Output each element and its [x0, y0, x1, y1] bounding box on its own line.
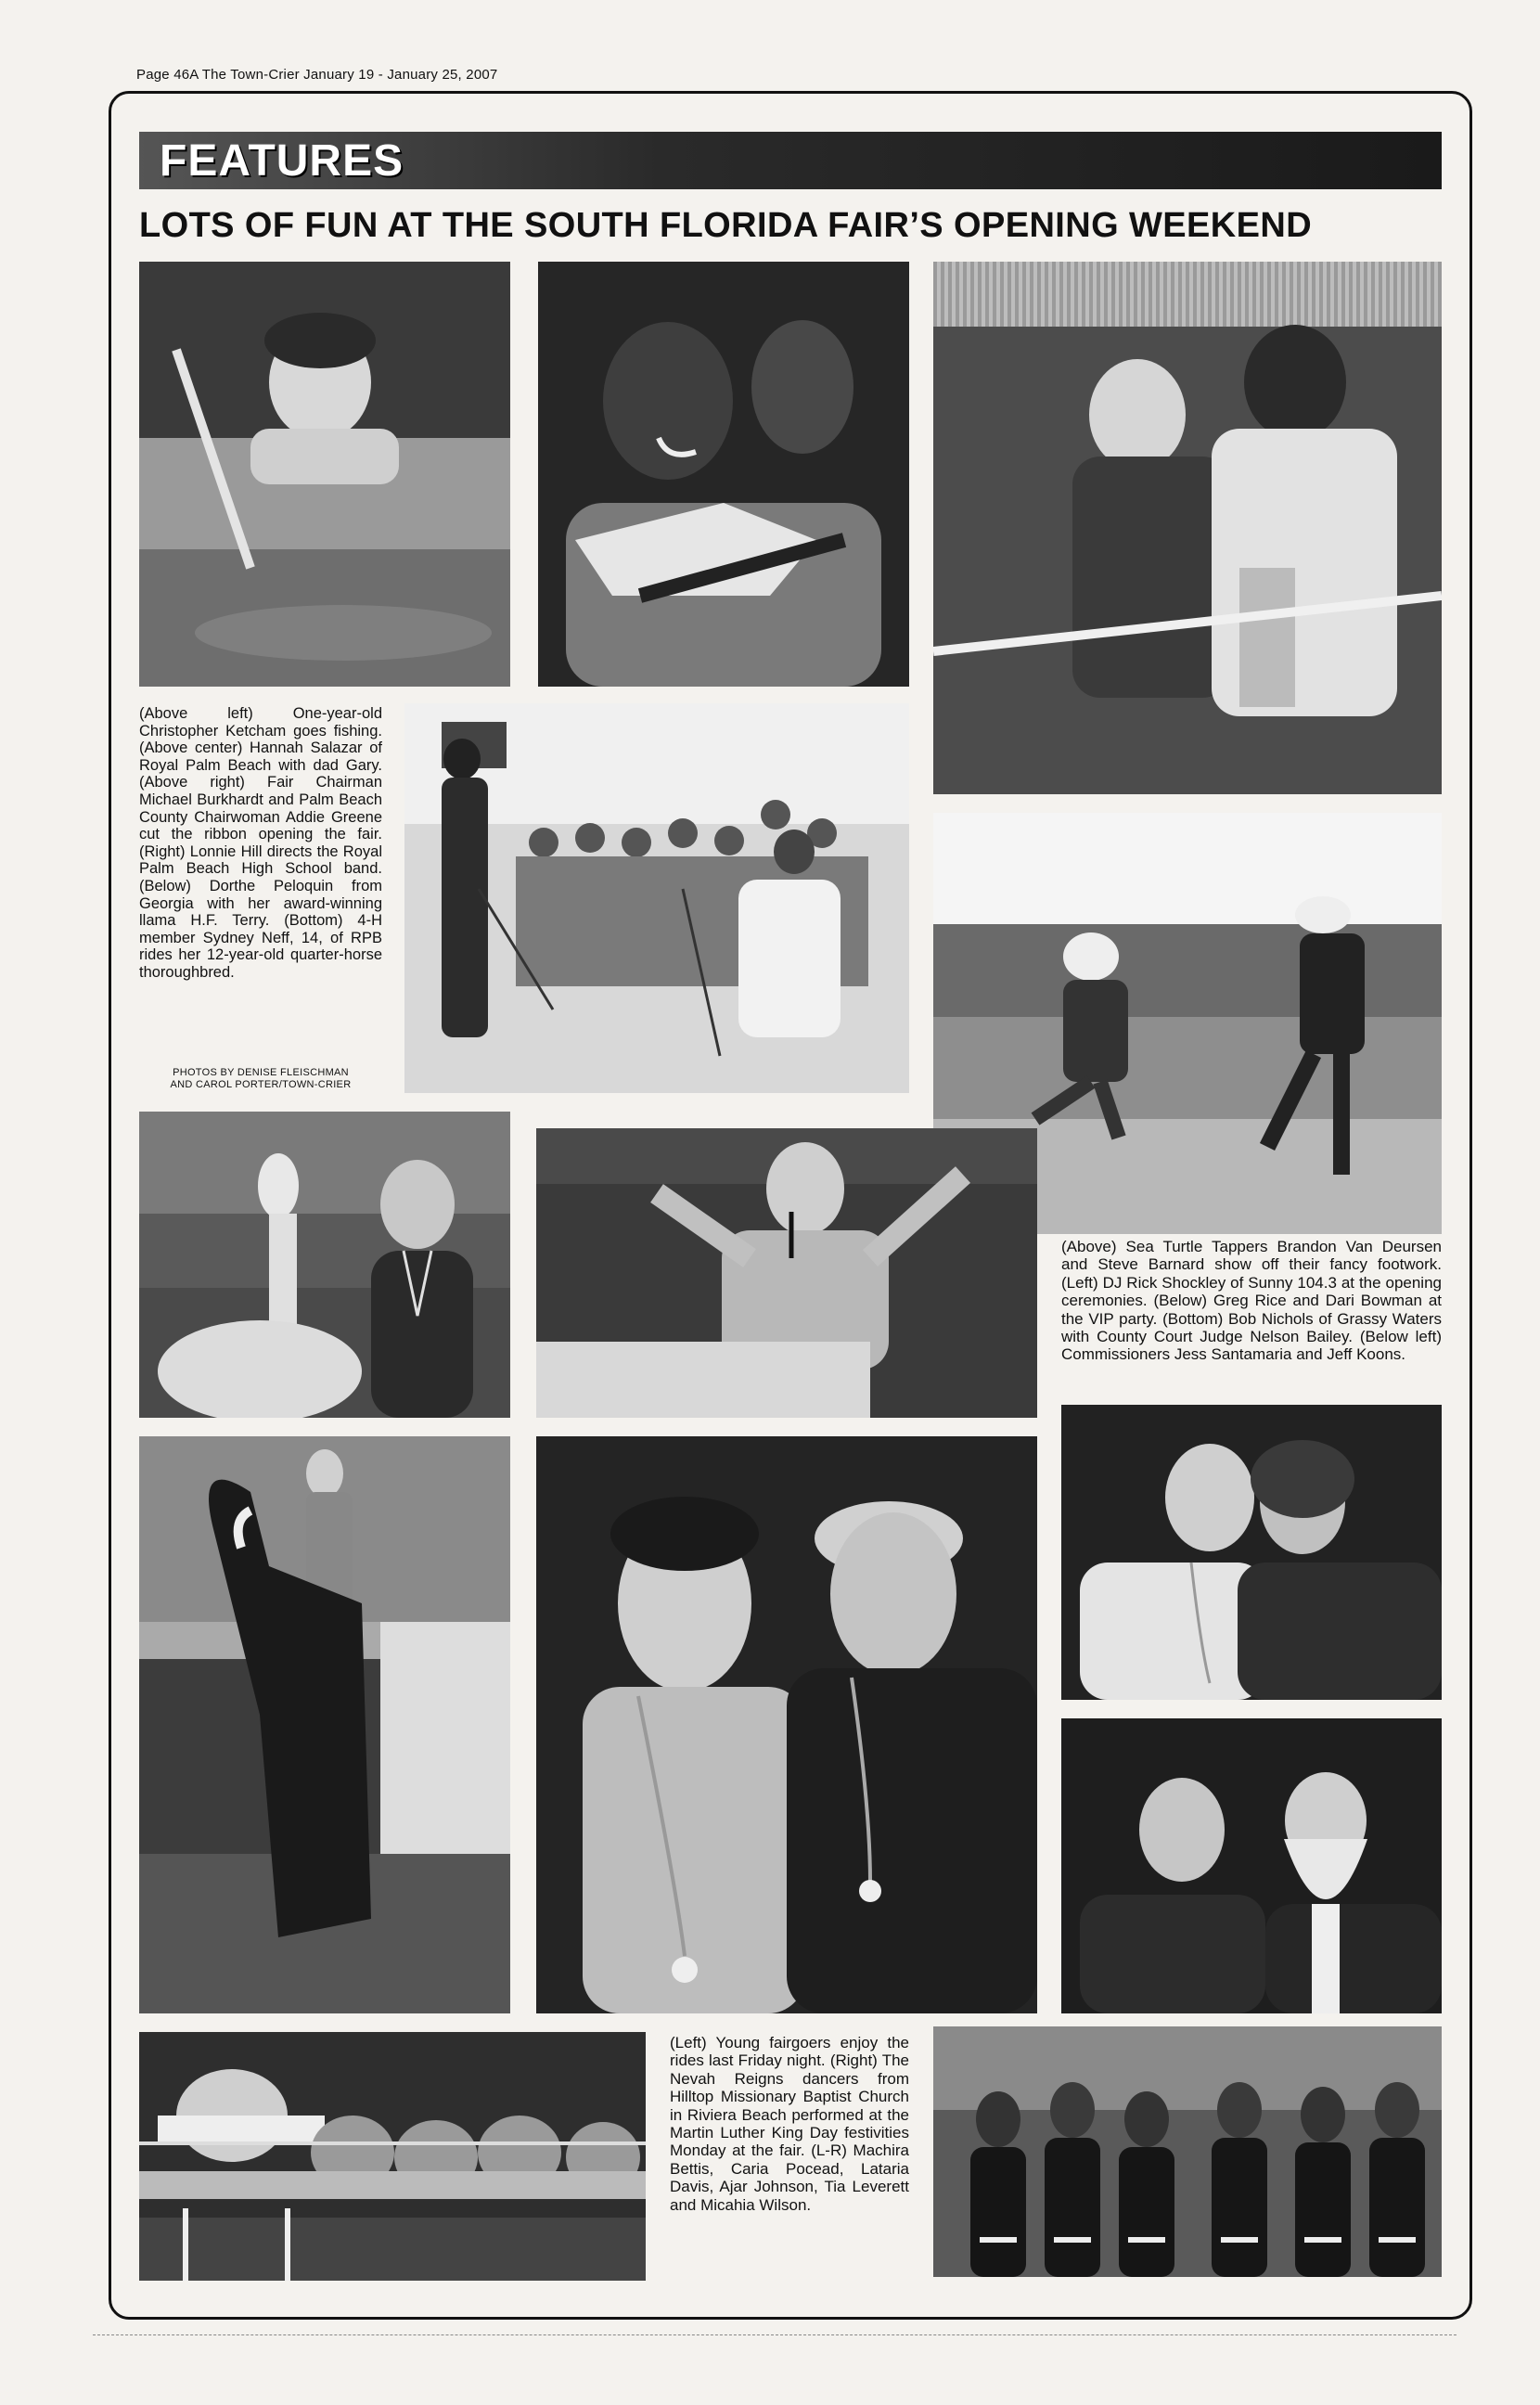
photo-commissioners	[1061, 1405, 1442, 1700]
photo-credit-line1: PHOTOS BY DENISE FLEISCHMAN	[173, 1067, 349, 1078]
section-banner	[139, 132, 1442, 189]
photo-vip-couple	[536, 1436, 1037, 2013]
photo-nichols-bailey	[1061, 1718, 1442, 2013]
photo-band-director	[404, 703, 909, 1093]
section-banner-label: FEATURES	[160, 136, 404, 186]
caption-right-middle: (Above) Sea Turtle Tappers Brandon Van Deursen and Steve Barnard show off their fancy footwork. (Left) DJ Rick Shockley of Sunny 104.3 at the opening ceremonies. (Below) Greg Rice and Dari Bowman at the VIP party. (Bottom) Bob Nichols of Grassy Waters with County Court Judge Nelson Bailey. (Below left) Commissioners Jess Santamaria and Jeff Koons.	[1061, 1238, 1442, 1364]
photo-fair-ride	[139, 2032, 646, 2281]
caption-bottom-center: (Left) Young fairgoers enjoy the rides last Friday night. (Right) The Nevah Reigns dancers from Hilltop Missionary Baptist Church in Riviera Beach performed at the Martin Luther King Day festivities Monday at the fair. (L-R) Machira Bettis, Caria Pocead, Lataria Davis, Ajar Johnson, Tia Leverett and Micahia Wilson.	[670, 2034, 909, 2214]
page-headline: LOTS OF FUN AT THE SOUTH FLORIDA FAIR’S OPENING WEEKEND	[139, 206, 1313, 245]
page-folio: Page 46A The Town-Crier January 19 - January 25, 2007	[136, 67, 498, 83]
photo-ribbon-cutting	[933, 262, 1442, 794]
caption-top-left: (Above left) One-year-old Christopher Ketcham goes fishing. (Above center) Hannah Salazar of Royal Palm Beach with dad Gary. (Above right) Fair Chairman Michael Burkhardt and Palm Beach County Chairwoman Addie Greene cut the ribbon opening the fair. (Right) Lonnie Hill directs the Royal Palm Beach High School band. (Below) Dorthe Peloquin from Georgia with her award-winning llama H.F. Terry. (Bottom) 4-H member Sydney Neff, 14, of RPB rides her 12-year-old quarter-horse thoroughbred.	[139, 705, 382, 981]
photo-credit-line2: AND CAROL PORTER/TOWN-CRIER	[170, 1079, 352, 1090]
page-edge-rule	[93, 2334, 1457, 2335]
photo-horse-rider	[139, 1436, 510, 2013]
photo-dancers	[933, 2026, 1442, 2277]
photo-baby-fishing	[139, 262, 510, 687]
photo-llama-owner	[139, 1112, 510, 1418]
photo-dj-speaker	[536, 1128, 1037, 1418]
photo-credit	[139, 1067, 382, 1091]
photo-father-daughter	[538, 262, 909, 687]
